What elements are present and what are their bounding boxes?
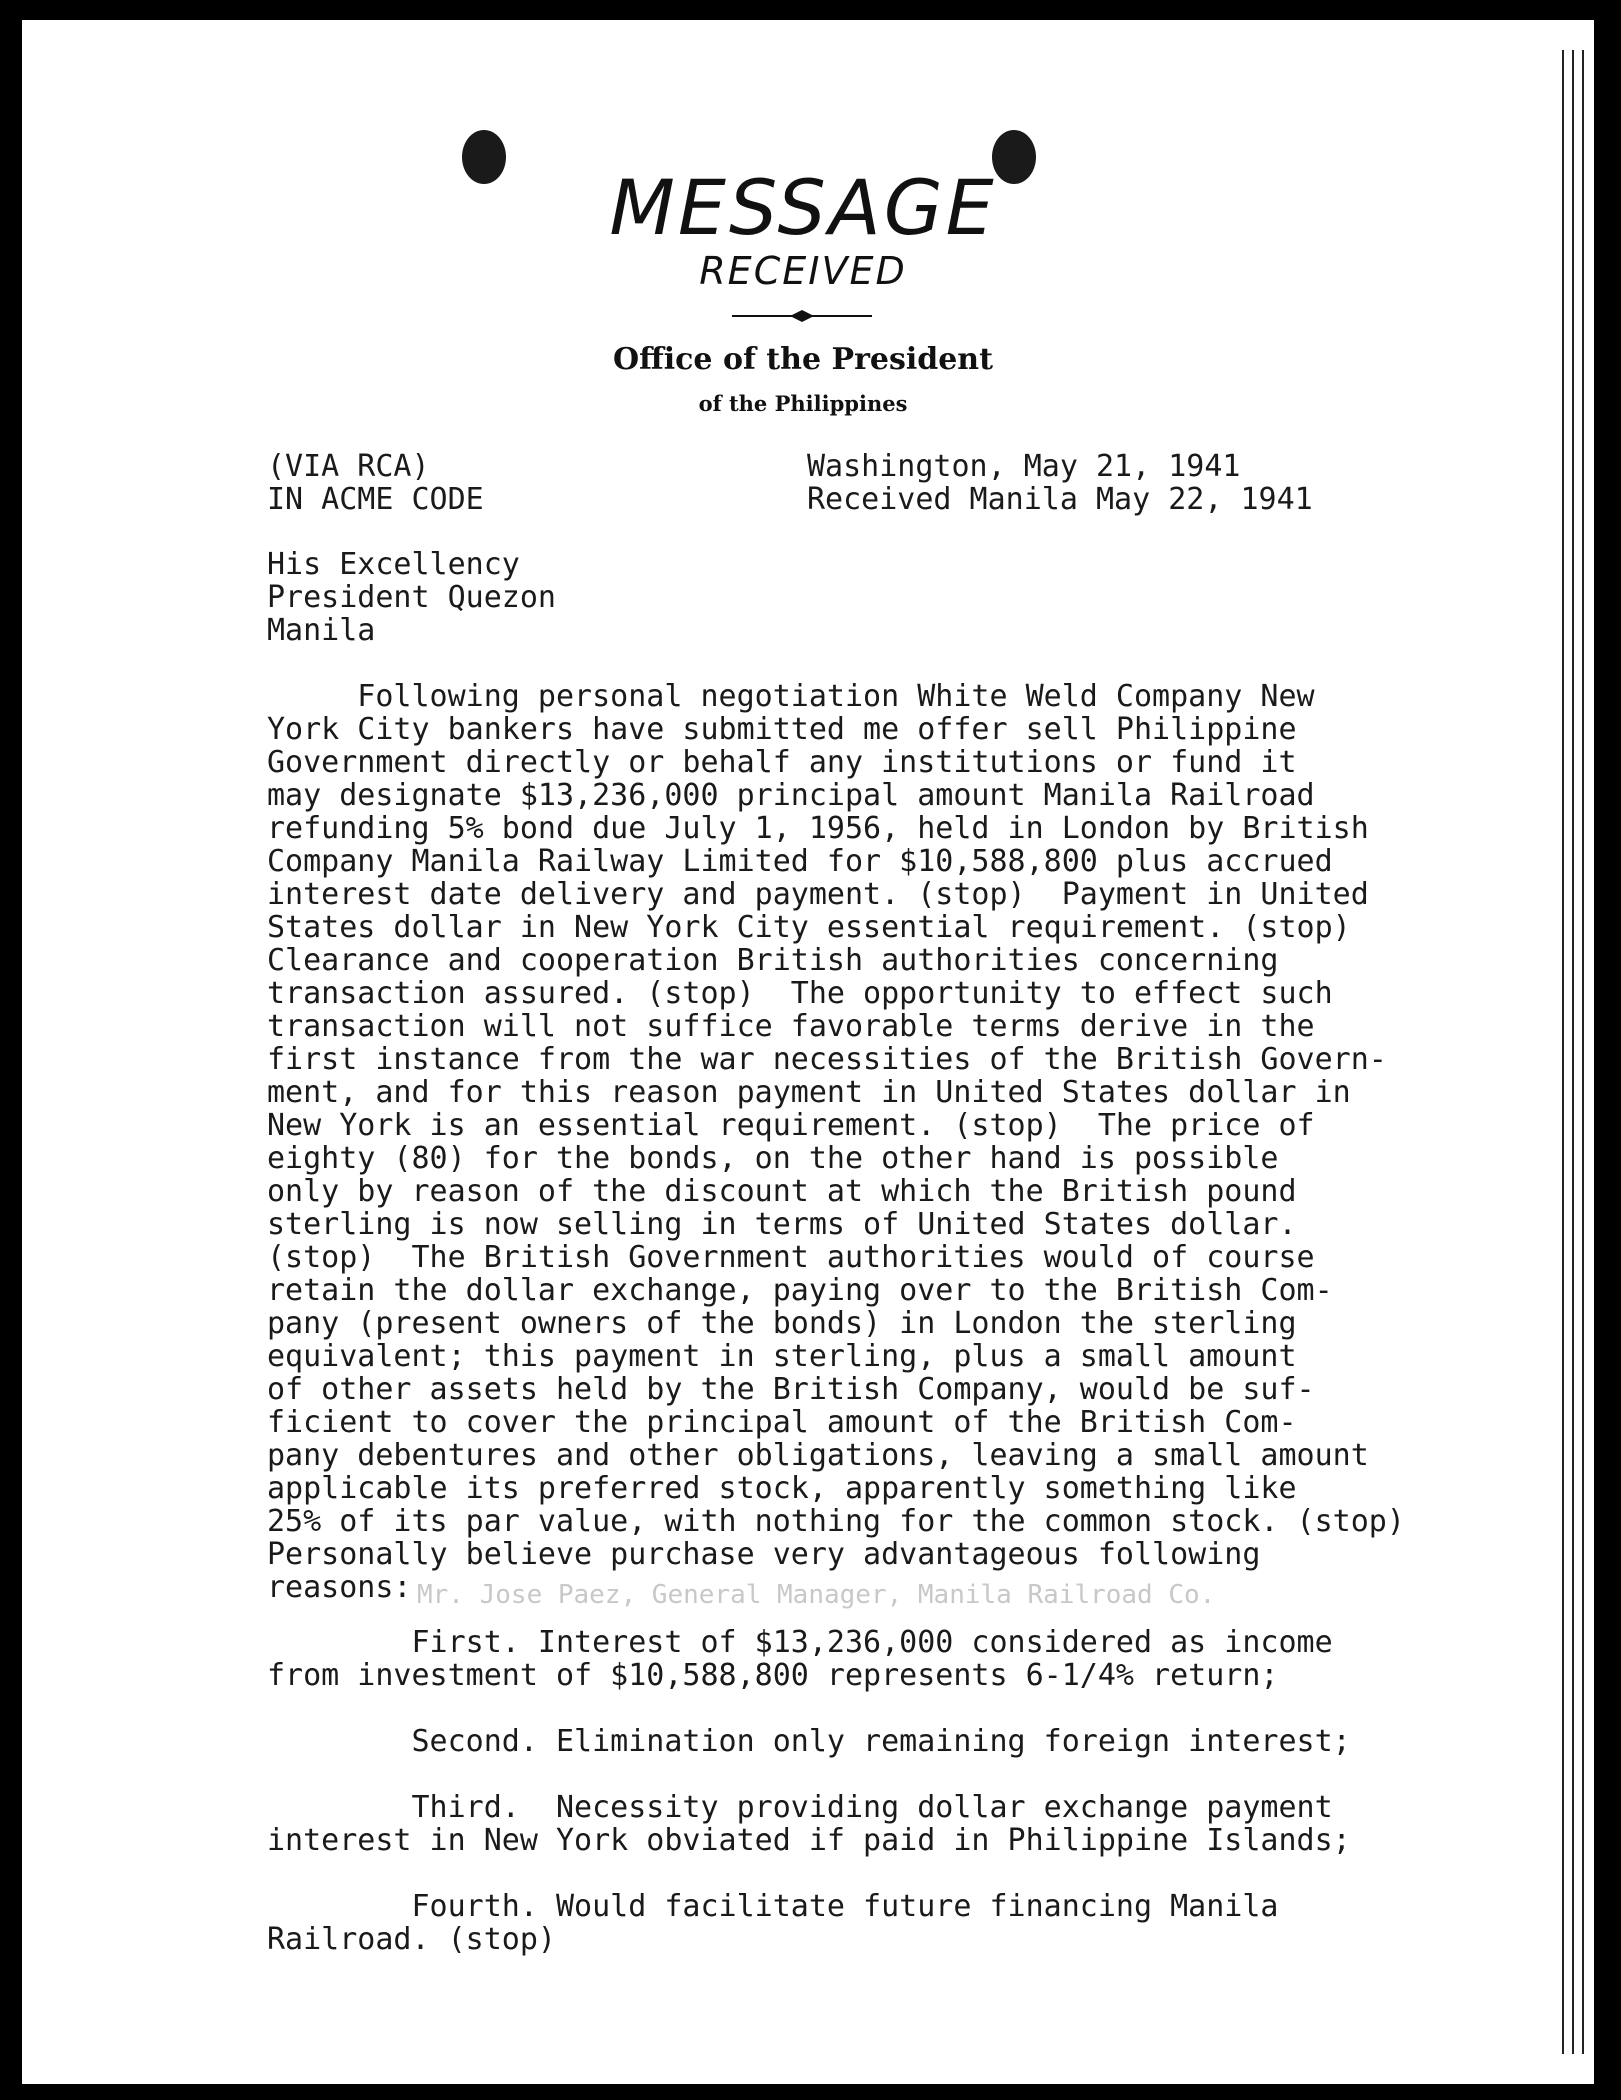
office-name: Office of the President xyxy=(613,342,993,377)
body-line: retain the dollar exchange, paying over to the British Com- xyxy=(267,1273,1333,1308)
reasons-list xyxy=(267,1626,1351,1989)
body-line: New York is an essential requirement. (stop) The price of xyxy=(267,1108,1315,1143)
body-line: (stop) The British Government authorities would of course xyxy=(267,1240,1315,1275)
show-through-text: Mr. Jose Paez, General Manager, Manila Railroad Co. xyxy=(417,1580,1216,1610)
addressee-line: Manila xyxy=(267,613,376,648)
addressee-line: President Quezon xyxy=(267,580,556,615)
letterhead-title: MESSAGE xyxy=(609,163,997,252)
routing-info xyxy=(267,450,484,516)
body-line: transaction assured. (stop) The opportunity to effect such xyxy=(267,976,1333,1011)
body-line: States dollar in New York City essential requirement. (stop) xyxy=(267,910,1351,945)
date-line: Received Manila May 22, 1941 xyxy=(807,482,1313,517)
body-line: of other assets held by the British Company, would be suf- xyxy=(267,1372,1315,1407)
body-line: eighty (80) for the bonds, on the other hand is possible xyxy=(267,1141,1279,1176)
message-body xyxy=(267,680,1405,1604)
reason-item xyxy=(267,1890,1351,1956)
body-line: transaction will not suffice favorable terms derive in the xyxy=(267,1009,1315,1044)
reason-item xyxy=(267,1626,1351,1692)
body-line: sterling is now selling in terms of United States dollar. xyxy=(267,1207,1297,1242)
addressee-line: His Excellency xyxy=(267,547,520,582)
body-line: 25% of its par value, with nothing for the common stock. (stop) xyxy=(267,1504,1405,1539)
body-line: ficient to cover the principal amount of the British Com- xyxy=(267,1405,1297,1440)
body-line: pany debentures and other obligations, leaving a small amount xyxy=(267,1438,1369,1473)
body-line: refunding 5% bond due July 1, 1956, held in London by British xyxy=(267,811,1369,846)
reason-line: Fourth. Would facilitate future financing Manila xyxy=(267,1889,1279,1924)
routing-line: (VIA RCA) xyxy=(267,449,430,484)
routing-line: IN ACME CODE xyxy=(267,482,484,517)
addressee-block xyxy=(267,548,556,647)
date-line: Washington, May 21, 1941 xyxy=(807,449,1241,484)
body-line: Clearance and cooperation British authorities concerning xyxy=(267,943,1279,978)
body-line: interest date delivery and payment. (stop) Payment in United xyxy=(267,877,1369,912)
document-page xyxy=(22,20,1594,2084)
reason-item xyxy=(267,1725,1351,1758)
reason-line: Third. Necessity providing dollar exchange payment xyxy=(267,1790,1333,1825)
letterhead xyxy=(22,163,1594,416)
body-line: may designate $13,236,000 principal amount Manila Railroad xyxy=(267,778,1315,813)
body-line: Company Manila Railway Limited for $10,588,800 plus accrued xyxy=(267,844,1333,879)
body-line: Government directly or behalf any institutions or fund it xyxy=(267,745,1297,780)
reason-line: Railroad. (stop) xyxy=(267,1922,556,1957)
body-line: Personally believe purchase very advantageous following xyxy=(267,1537,1261,1572)
body-line: applicable its preferred stock, apparently something like xyxy=(267,1471,1297,1506)
body-line: equivalent; this payment in sterling, plus a small amount xyxy=(267,1339,1297,1374)
ornament-divider-icon xyxy=(732,308,872,324)
letterhead-subtitle: RECEIVED xyxy=(699,249,907,293)
body-line: reasons: xyxy=(267,1570,412,1605)
date-info xyxy=(807,450,1313,516)
body-line: ment, and for this reason payment in United States dollar in xyxy=(267,1075,1351,1110)
body-line: pany (present owners of the bonds) in London the sterling xyxy=(267,1306,1297,1341)
body-line: York City bankers have submitted me offer sell Philippine xyxy=(267,712,1297,747)
reason-line: First. Interest of $13,236,000 considered as income xyxy=(267,1625,1333,1660)
body-line: first instance from the war necessities of the British Govern- xyxy=(267,1042,1387,1077)
body-line: only by reason of the discount at which the British pound xyxy=(267,1174,1297,1209)
office-subtitle: of the Philippines xyxy=(698,391,908,416)
reason-item xyxy=(267,1791,1351,1857)
reason-line: interest in New York obviated if paid in Philippine Islands; xyxy=(267,1823,1351,1858)
reason-line: from investment of $10,588,800 represents 6-1/4% return; xyxy=(267,1658,1279,1693)
reason-line: Second. Elimination only remaining foreign interest; xyxy=(267,1724,1351,1759)
body-line: Following personal negotiation White Weld Company New xyxy=(267,679,1315,714)
